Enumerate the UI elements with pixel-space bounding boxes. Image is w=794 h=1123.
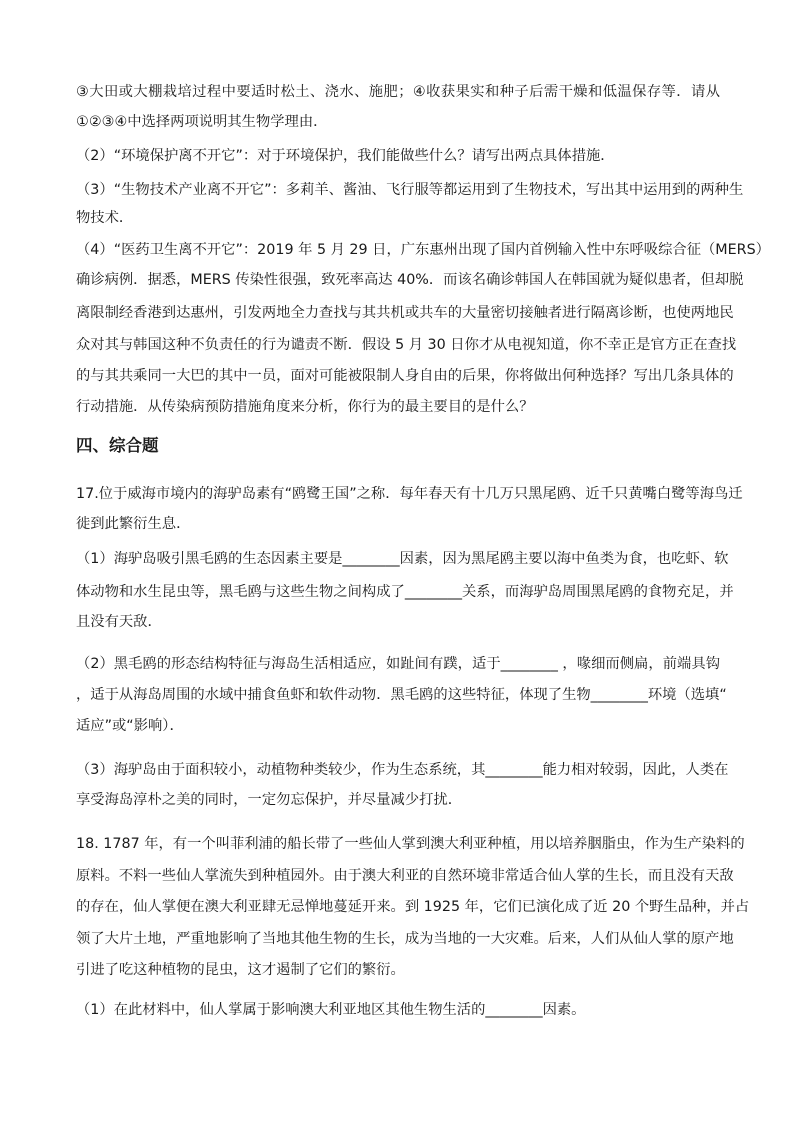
text-line: 的存在，仙人掌便在澳大利亚肆无忌惮地蔓延开来。到 1925 年，它们已演化成了近 20 个野生品种，并占	[76, 899, 750, 915]
text-line: 众对其与韩国这种不负责任的行为谴责不断．假设 5 月 30 日你才从电视知道，你不幸正是官方正在查找	[76, 337, 737, 353]
text-line: 体动物和水生昆虫等，黑毛鸥与这些生物之间构成了________关系，而海驴岛周围黑尾鸥的食物充足，并	[76, 584, 734, 600]
question-17-2: （2）黑毛鸥的形态结构特征与海岛生活相适应，如趾间有蹼，适于________ ，喙细而侧扁，前端具钩	[76, 656, 720, 672]
text-line: 原料。不料一些仙人掌流失到种植园外。由于澳大利亚的自然环境非常适合仙人掌的生长，而且没有天敌	[76, 868, 734, 884]
question-18-1: （1）在此材料中，仙人掌属于影响澳大利亚地区其他生物生活的________因素。	[76, 1002, 586, 1018]
question-17-1: （1）海驴岛吸引黑毛鸥的生态因素主要是________因素，因为黑尾鸥主要以海中鱼类为食，也吃虾、软	[76, 551, 729, 567]
text-line: 徙到此繁衍生息．	[76, 516, 191, 532]
text-line: 行动措施．从传染病预防措施角度来分析，你行为的最主要目的是什么？	[76, 399, 534, 415]
text-line: 物技术．	[76, 210, 134, 226]
text-line: ③大田或大棚栽培过程中要适时松土、浇水、施肥；④收获果实和种子后需干燥和低温保存等．请从	[76, 84, 720, 100]
text-line: 的与其共乘同一大巴的其中一员，面对可能被限制人身自由的后果，你将做出何种选择？写出几条具体的	[76, 368, 734, 384]
text-line: 适应”或“影响）．	[76, 718, 184, 734]
question-18: 18. 1787 年，有一个叫菲利浦的船长带了一些仙人掌到澳大利亚种植，用以培养胭脂虫，作为生产染料的	[76, 836, 745, 852]
text-line: 确诊病例．据悉，MERS 传染性很强，致死率高达 40%．而该名确诊韩国人在韩国就为疑似患者，但却脱	[76, 272, 744, 288]
text-line: ①②③④中选择两项说明其生物学理由．	[76, 114, 328, 130]
text-line: 离限制经香港到达惠州，引发两地全力查找与其共机或共车的大量密切接触者进行隔离诊断，也使两地民	[76, 305, 734, 321]
question-17-3: （3）海驴岛由于面积较小，动植物种类较少，作为生态系统，其________能力相对较弱，因此，人类在	[76, 762, 729, 778]
text-line: 引进了吃这种植物的昆虫，这才遏制了它们的繁衍。	[76, 962, 405, 978]
text-line: 享受海岛淳朴之美的同时，一定勿忘保护，并尽量减少打扰．	[76, 792, 463, 808]
question-17: 17.位于威海市境内的海驴岛素有“鸥鹭王国”之称．每年春天有十几万只黑尾鸥、近千只黄嘴白鹭等海鸟迁	[76, 486, 743, 502]
question-4: （4）“医药卫生离不开它”：2019 年 5 月 29 日，广东惠州出现了国内首例输入性中东呼吸综合征（MERS）	[76, 242, 770, 258]
text-line: 且没有天敌．	[76, 614, 162, 630]
text-line: ，适于从海岛周围的水域中捕食鱼虾和软件动物．黑毛鸥的这些特征，体现了生物________环境（选填“	[76, 687, 727, 703]
section-heading: 四、综合题	[76, 436, 159, 455]
question-2: （2）“环境保护离不开它”：对于环境保护，我们能做些什么？请写出两点具体措施．	[76, 148, 615, 164]
text-line: 领了大片土地，严重地影响了当地其他生物的生长，成为当地的一大灾难。后来，人们从仙人掌的原产地	[76, 931, 734, 947]
question-3: （3）“生物技术产业离不开它”：多莉羊、酱油、飞行服等都运用到了生物技术，写出其中运用到的两种生	[76, 182, 744, 198]
